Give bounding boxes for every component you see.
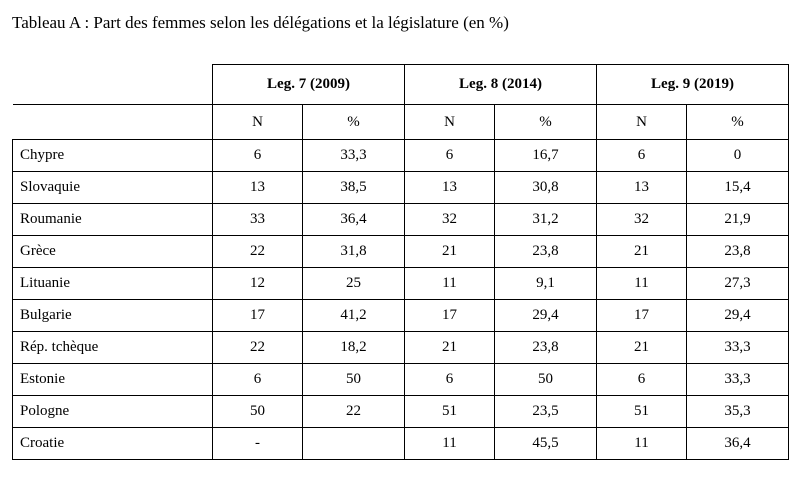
- country-cell: Grèce: [13, 236, 213, 268]
- pct-cell: 29,4: [495, 300, 597, 332]
- pct-cell: [303, 428, 405, 460]
- group-header-leg8: Leg. 8 (2014): [405, 65, 597, 105]
- n-cell: 32: [405, 204, 495, 236]
- pct-cell: 45,5: [495, 428, 597, 460]
- table-caption: Tableau A : Part des femmes selon les délégations et la législature (en %): [12, 13, 509, 32]
- table-row: [13, 396, 789, 428]
- n-cell: 6: [213, 140, 303, 172]
- table-row: [13, 236, 789, 268]
- n-cell: 51: [405, 396, 495, 428]
- pct-cell: 36,4: [303, 204, 405, 236]
- table-row: [13, 268, 789, 300]
- country-cell: Slovaquie: [13, 172, 213, 204]
- sub-header-row: [13, 105, 789, 140]
- table-row: [13, 332, 789, 364]
- n-cell: 11: [597, 268, 687, 300]
- table-row: [13, 172, 789, 204]
- table-row: [13, 204, 789, 236]
- n-cell: 11: [597, 428, 687, 460]
- n-cell: 17: [597, 300, 687, 332]
- n-cell: 6: [597, 364, 687, 396]
- pct-cell: 36,4: [687, 428, 789, 460]
- n-cell: -: [213, 428, 303, 460]
- pct-cell: 41,2: [303, 300, 405, 332]
- n-cell: 6: [405, 140, 495, 172]
- country-cell: Croatie: [13, 428, 213, 460]
- country-cell: Pologne: [13, 396, 213, 428]
- pct-cell: 27,3: [687, 268, 789, 300]
- n-cell: 33: [213, 204, 303, 236]
- n-cell: 21: [597, 332, 687, 364]
- pct-cell: 35,3: [687, 396, 789, 428]
- country-cell: Lituanie: [13, 268, 213, 300]
- data-table: [12, 64, 789, 460]
- n-cell: 22: [213, 236, 303, 268]
- pct-cell: 50: [303, 364, 405, 396]
- n-cell: 17: [213, 300, 303, 332]
- table-row: [13, 300, 789, 332]
- pct-cell: 50: [495, 364, 597, 396]
- n-cell: 6: [597, 140, 687, 172]
- corner-cell: [13, 65, 213, 105]
- pct-cell: 33,3: [687, 364, 789, 396]
- pct-cell: 25: [303, 268, 405, 300]
- sub-header-pct: %: [687, 105, 789, 140]
- group-header-leg9: Leg. 9 (2019): [597, 65, 789, 105]
- pct-cell: 9,1: [495, 268, 597, 300]
- country-cell: Bulgarie: [13, 300, 213, 332]
- pct-cell: 29,4: [687, 300, 789, 332]
- n-cell: 6: [405, 364, 495, 396]
- n-cell: 13: [405, 172, 495, 204]
- n-cell: 22: [213, 332, 303, 364]
- sub-header-n: N: [597, 105, 687, 140]
- pct-cell: 23,8: [687, 236, 789, 268]
- pct-cell: 18,2: [303, 332, 405, 364]
- pct-cell: 33,3: [303, 140, 405, 172]
- group-header-row: [13, 65, 789, 105]
- n-cell: 13: [213, 172, 303, 204]
- pct-cell: 0: [687, 140, 789, 172]
- pct-cell: 23,5: [495, 396, 597, 428]
- table-row: [13, 140, 789, 172]
- n-cell: 32: [597, 204, 687, 236]
- n-cell: 17: [405, 300, 495, 332]
- n-cell: 51: [597, 396, 687, 428]
- table-row: [13, 428, 789, 460]
- n-cell: 11: [405, 268, 495, 300]
- n-cell: 21: [597, 236, 687, 268]
- table-body: [13, 140, 789, 460]
- country-cell: Roumanie: [13, 204, 213, 236]
- country-cell: Estonie: [13, 364, 213, 396]
- n-cell: 11: [405, 428, 495, 460]
- n-cell: 6: [213, 364, 303, 396]
- n-cell: 21: [405, 236, 495, 268]
- pct-cell: 21,9: [687, 204, 789, 236]
- pct-cell: 31,8: [303, 236, 405, 268]
- country-cell: Chypre: [13, 140, 213, 172]
- pct-cell: 33,3: [687, 332, 789, 364]
- country-cell: Rép. tchèque: [13, 332, 213, 364]
- pct-cell: 38,5: [303, 172, 405, 204]
- sub-header-n: N: [405, 105, 495, 140]
- sub-header-pct: %: [495, 105, 597, 140]
- pct-cell: 30,8: [495, 172, 597, 204]
- table-row: [13, 364, 789, 396]
- group-header-leg7: Leg. 7 (2009): [213, 65, 405, 105]
- n-cell: 13: [597, 172, 687, 204]
- n-cell: 21: [405, 332, 495, 364]
- sub-header-n: N: [213, 105, 303, 140]
- pct-cell: 23,8: [495, 236, 597, 268]
- pct-cell: 31,2: [495, 204, 597, 236]
- pct-cell: 16,7: [495, 140, 597, 172]
- n-cell: 50: [213, 396, 303, 428]
- sub-header-pct: %: [303, 105, 405, 140]
- pct-cell: 23,8: [495, 332, 597, 364]
- corner-cell: [13, 105, 213, 140]
- pct-cell: 22: [303, 396, 405, 428]
- n-cell: 12: [213, 268, 303, 300]
- pct-cell: 15,4: [687, 172, 789, 204]
